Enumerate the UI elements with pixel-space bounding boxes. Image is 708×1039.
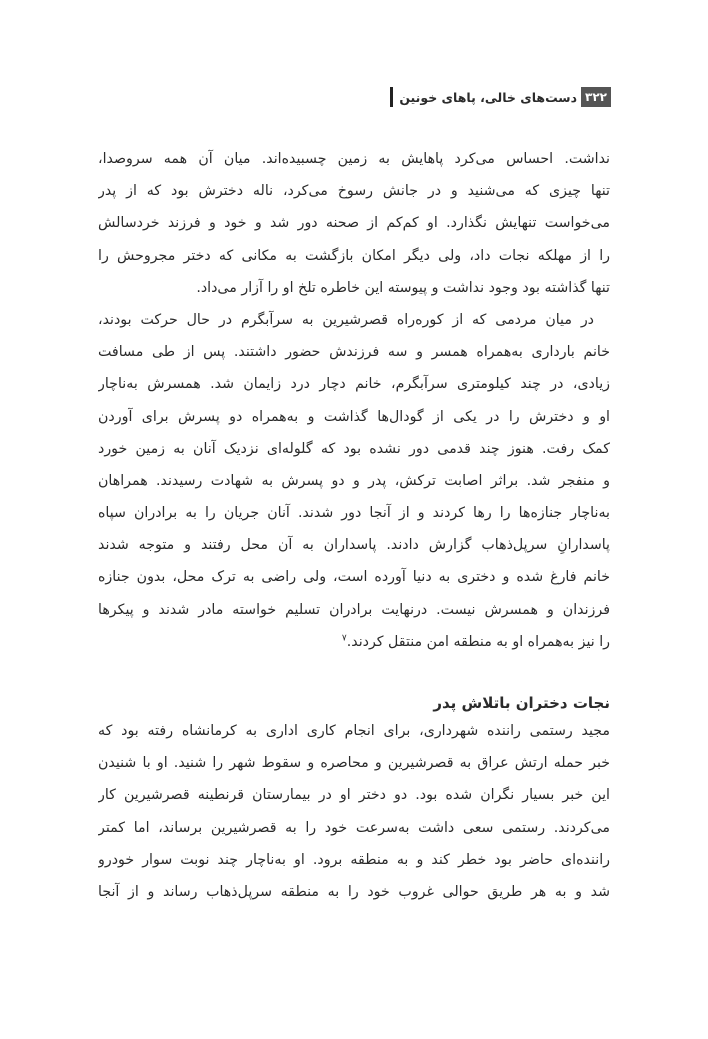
section-heading: نجات دختران باتلاش پدر [433,694,610,712]
text-line: فرزندان و همسرش نیست. درنهایت برادران تسلیم خواسته مادر شدند و پیکرها [98,601,610,618]
text-line-with-footnote [98,626,610,658]
text-line: می‌خواست تنهایش نگذارد. او کم‌کم از صحنه دور شد و خود و فرزند خردسالش [98,215,610,232]
text-line: خبر حمله ارتش عراق به قصرشیرین و محاصره و سقوط شهر را شنید. او با شنیدن [98,755,610,772]
text-line: نداشت. احساس می‌کرد پاهایش به زمین چسبیده‌اند. میان آن همه سروصدا، [98,151,610,167]
text-line: او و دخترش را در یکی از گودال‌ها گذاشت و به‌همراه دو پسرش برای آوردن [98,408,610,425]
text-line: خانم بارداری به‌همراه همسر و سه فرزندش حضور داشتند. پس از طی مسافت [98,344,610,361]
body-text [98,143,610,658]
text-line: را از مهلکه نجات داد، ولی دیگر امکان بازگشت به مکانی که دختر مجروحش را [98,247,610,264]
running-title: دست‌های خالی، پاهای خونین [399,89,578,105]
text-line: را نیز به‌همراه او به منطقه امن منتقل کردند. [346,633,610,650]
page-header [390,86,611,108]
text-line: تنها گذاشته بود وجود نداشت و پیوسته این خاطره تلخ او را آزار می‌داد. [196,279,610,296]
section-body-text [98,715,610,908]
text-line: به‌ناچار جنازه‌ها را رها کردند و از آنجا دور شدند. آنان جریان را به برادران سپاه [98,505,610,522]
text-line: خانم فارغ شده و دختری به دنیا آورده است، ولی راضی به ترک محل، بدون جنازه [98,569,610,586]
text-line: پاسدارانِ سرپل‌ذهاب گزارش دادند. پاسداران به آن محل رفتند و متوجه شدند [98,537,610,554]
text-line: می‌کردند. رستمی سعی داشت به‌سرعت خود را به قصرشیرین برساند، اما کمتر [98,819,610,836]
text-line: در میان مردمی که از کوره‌راه قصرشیرین به سرآبگرم در حال حرکت بودند، [98,311,594,328]
text-line: راننده‌ای حاضر بود خطر کند و به منطقه برود. او به‌ناچار چند نوبت سوار خودرو [98,851,610,868]
text-line: زیادی، در چند کیلومتری سرآبگرم، خانم دچار درد زایمان شد. همسرش به‌ناچار [98,376,610,393]
header-divider-bar [390,87,393,107]
text-line: شد و به هر طریق حوالی غروب خود را به منطقه سرپل‌ذهاب رساند و از آنجا [98,883,610,900]
footnote-reference[interactable]: ۷ [341,633,347,644]
text-line: و منفجر شد. براثر اصابت ترکش، پدر و دو پسرش به شهادت رسیدند. همراهان [98,472,610,489]
page-number: ۳۲۲ [581,87,611,107]
text-line: کمک رفت. هنوز چند قدمی دور نشده بود که گلوله‌ای نزدیک آنان به زمین خورد [98,440,610,457]
text-line: تنها چیزی که می‌شنید و در جانش رسوخ می‌کرد، ناله دخترش بود که از پدر [98,183,610,200]
text-line: مجید رستمی راننده شهرداری، برای انجام کاری اداری به کرمانشاه رفته بود که [98,723,610,739]
text-line: این خبر بسیار نگران شده بود. دو دختر او در بیمارستان قرنطینه قصرشیرین کار [98,787,610,804]
